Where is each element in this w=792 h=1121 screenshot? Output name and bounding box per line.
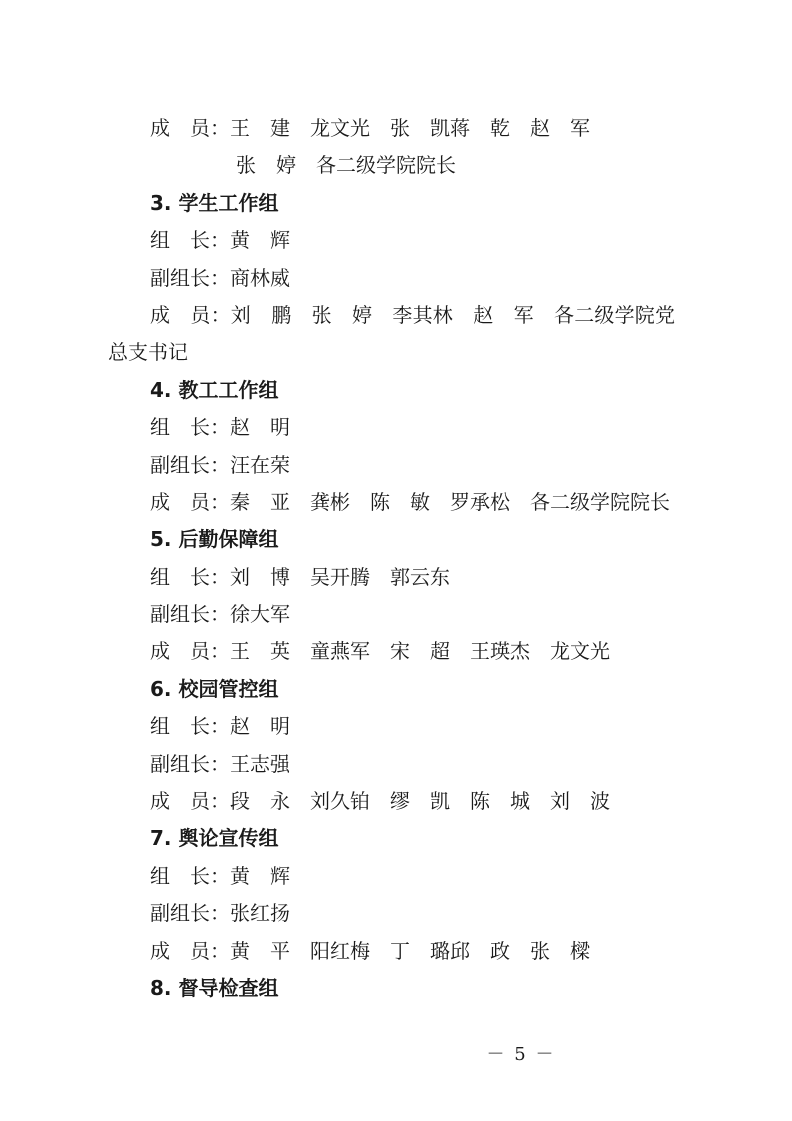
section-heading: 7. 舆论宣传组 bbox=[150, 826, 279, 851]
line-member-list: 成 员：王 建 龙文光 张 凯蒋 乾 赵 军 bbox=[150, 116, 590, 140]
line-deputy-leader: 副组长：商林威 bbox=[150, 265, 290, 290]
line-leader: 组 长：赵 明 bbox=[150, 714, 290, 739]
line-deputy-leader: 副组长：汪在荣 bbox=[150, 452, 290, 477]
line-member-list: 成 员：段 永 刘久铂 缪 凯 陈 城 刘 波 bbox=[150, 789, 610, 814]
line-leader: 组 长：赵 明 bbox=[150, 415, 290, 440]
section-heading: 6. 校园管控组 bbox=[150, 676, 279, 701]
line-deputy-leader: 副组长：张红扬 bbox=[150, 901, 290, 926]
page-content bbox=[108, 110, 710, 1007]
section-heading: 5. 后勤保障组 bbox=[150, 527, 279, 552]
line-member-list: 成 员：秦 亚 龚彬 陈 敏 罗承松 各二级学院院长 bbox=[150, 489, 670, 514]
line-leader: 组 长：黄 辉 bbox=[150, 228, 290, 253]
section-heading: 4. 教工工作组 bbox=[150, 377, 279, 402]
section-heading: 8. 督导检查组 bbox=[150, 975, 279, 1000]
line-deputy-leader: 副组长：王志强 bbox=[150, 751, 290, 776]
line-member-list-continued: 张 婷 各二级学院院长 bbox=[236, 153, 456, 178]
section-heading: 3. 学生工作组 bbox=[150, 190, 279, 215]
page-number: － 5 － bbox=[486, 1044, 556, 1065]
line-leader: 组 长：刘 博 吴开腾 郭云东 bbox=[150, 564, 450, 589]
line-member-list-continued: 总支书记 bbox=[108, 340, 188, 365]
line-member-list: 成 员：王 英 童燕军 宋 超 王瑛杰 龙文光 bbox=[150, 639, 610, 664]
line-deputy-leader: 副组长：徐大军 bbox=[150, 602, 290, 627]
line-member-list: 成 员：黄 平 阳红梅 丁 璐邱 政 张 樑 bbox=[150, 938, 590, 963]
line-leader: 组 长：黄 辉 bbox=[150, 863, 290, 888]
line-member-list: 成 员：刘 鹏 张 婷 李其林 赵 军 各二级学院党 bbox=[150, 302, 676, 327]
